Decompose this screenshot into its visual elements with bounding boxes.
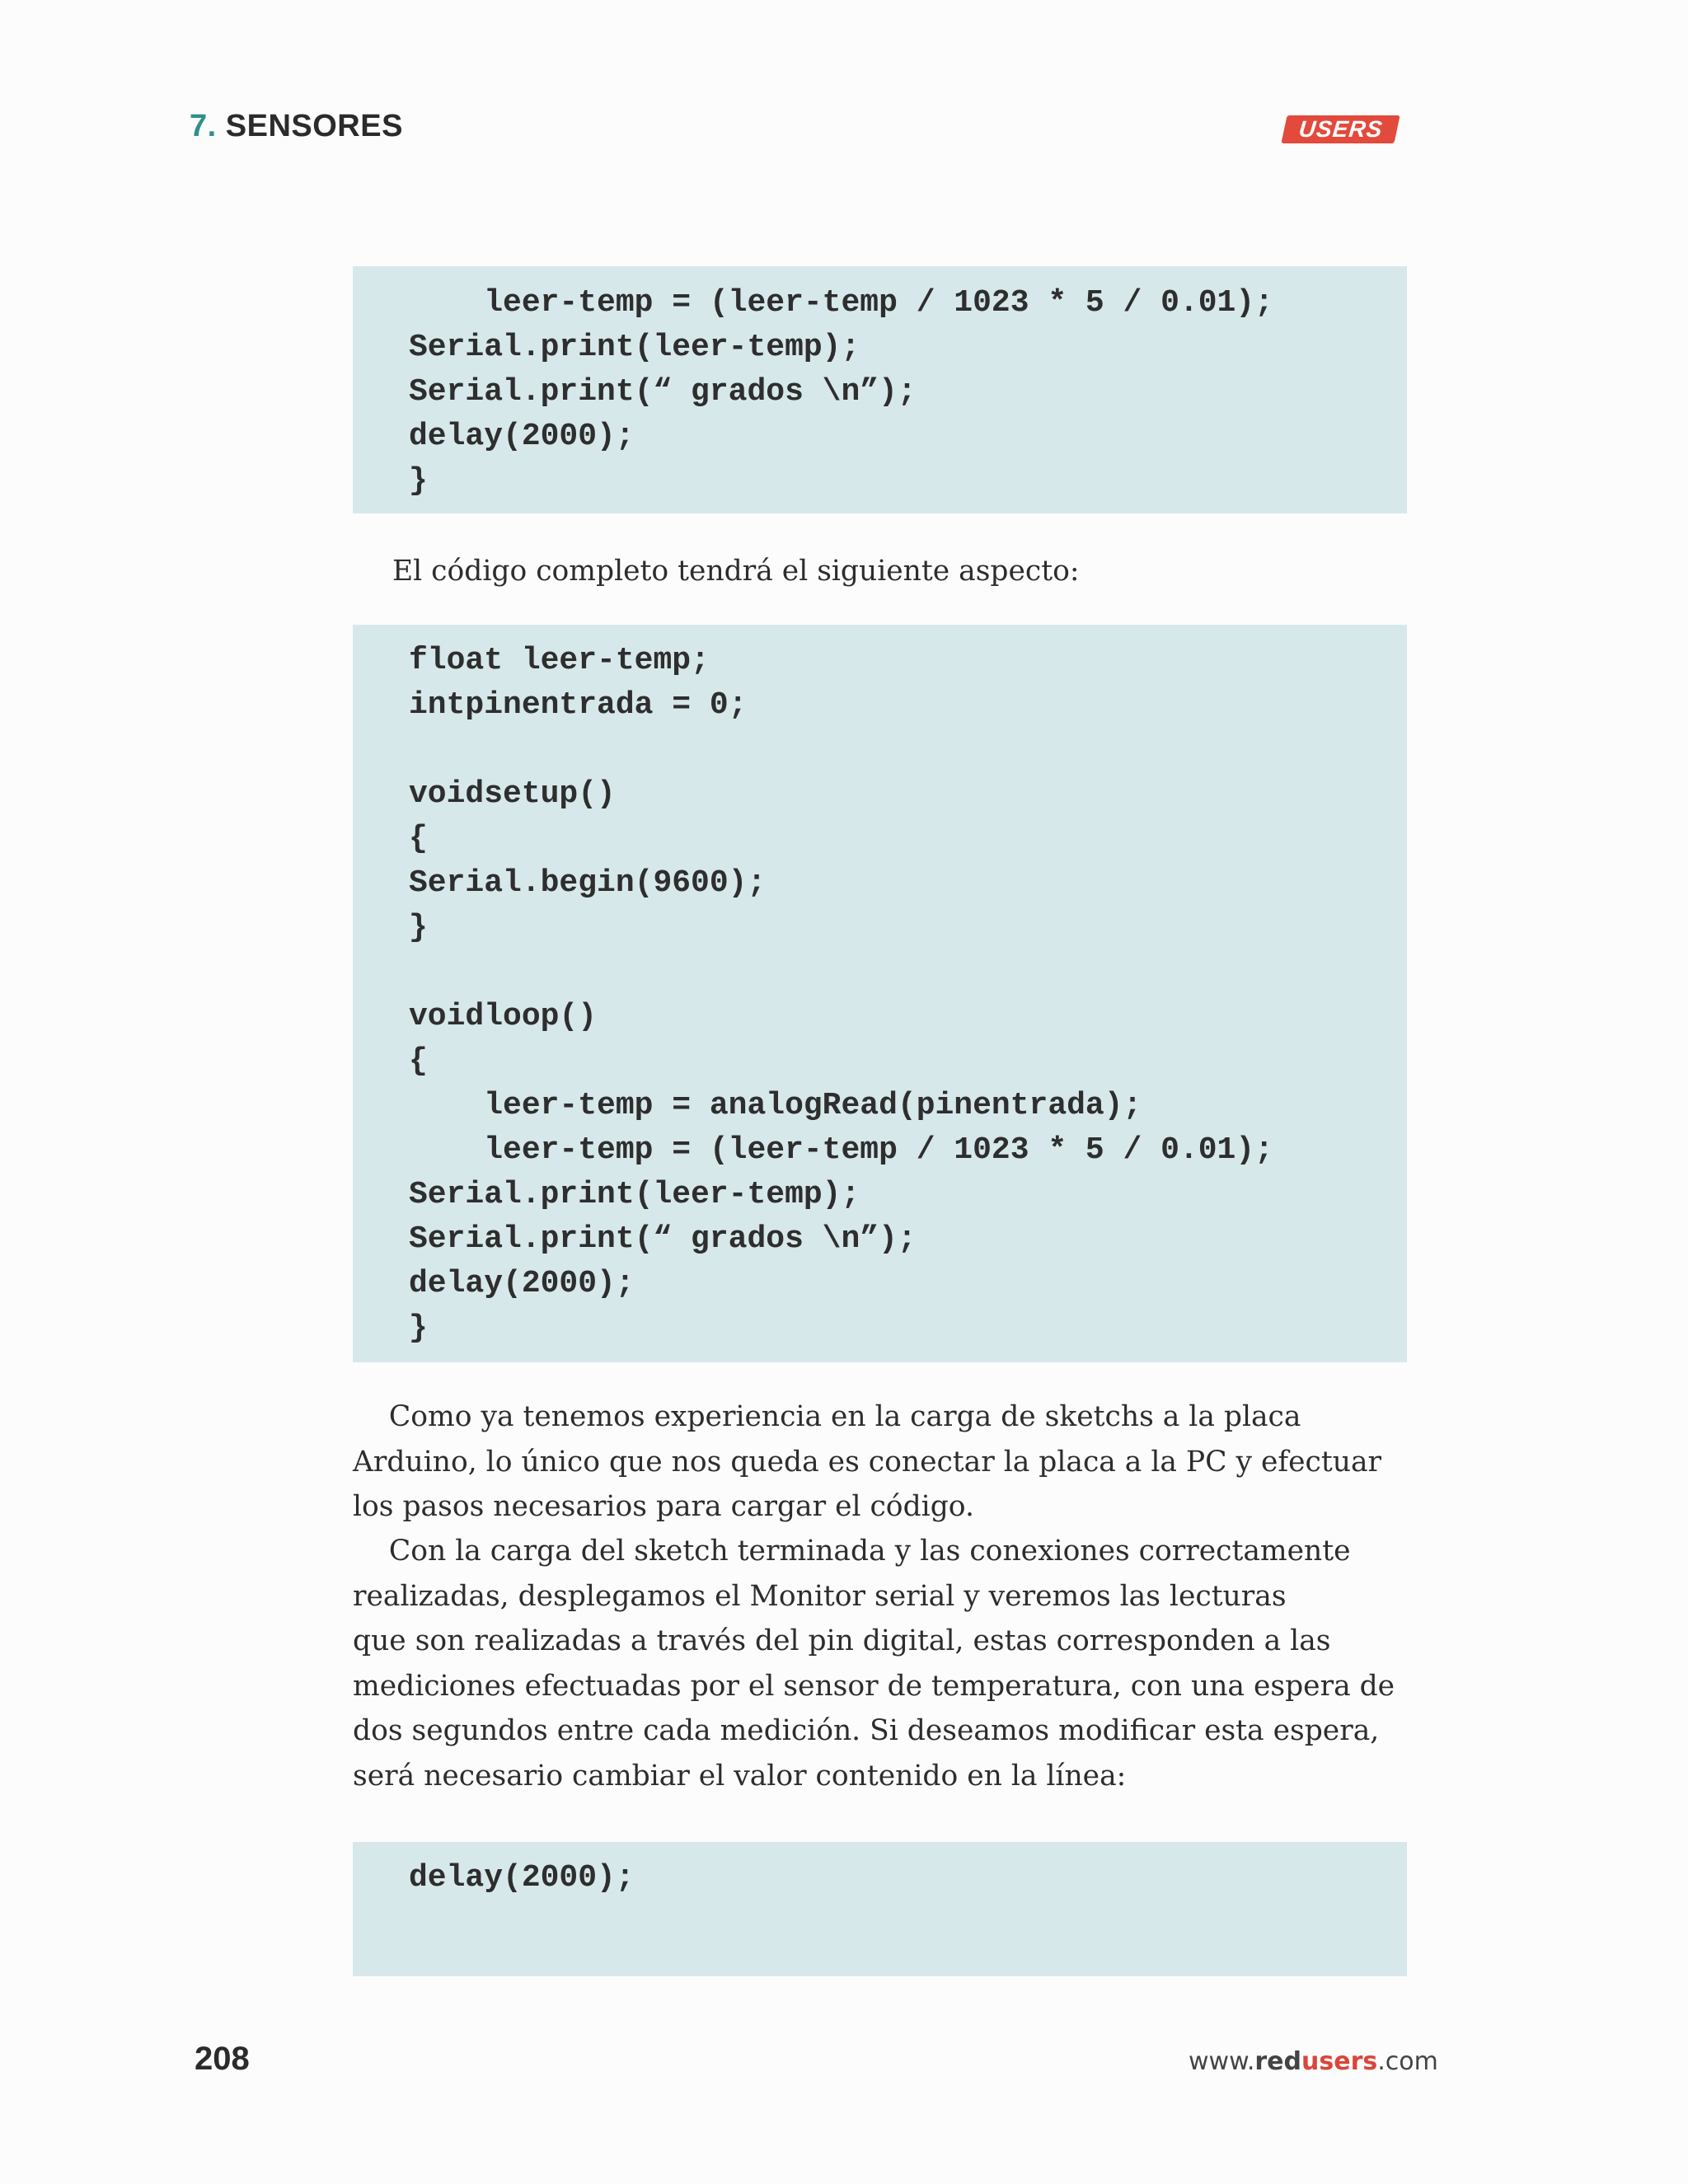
- paragraph-line: realizadas, desplegamos el Monitor serial y veremos las lecturas: [353, 1579, 1287, 1613]
- paragraph-line: Con la carga del sketch terminada y las conexiones correctamente: [353, 1535, 1351, 1568]
- code-line: Serial.print(leer-temp);: [409, 1177, 860, 1212]
- body-paragraph-1: [353, 1394, 1416, 1530]
- code-line: intpinentrada = 0;: [409, 687, 748, 723]
- paragraph-line: dos segundos entre cada medición. Si deseamos modificar esta espera,: [353, 1714, 1380, 1747]
- code-line: delay(2000);: [409, 419, 635, 454]
- body-paragraph-2: [353, 1529, 1416, 1798]
- code-block-2: [353, 625, 1407, 1362]
- website-url: [1189, 2047, 1438, 2076]
- code-block-1: [353, 266, 1407, 513]
- code-line: Serial.print(“ grados \n”);: [409, 374, 917, 410]
- code-line: delay(2000);: [409, 1266, 635, 1301]
- website-users-part: users: [1301, 2047, 1378, 2076]
- paragraph-line: será necesario cambiar el valor contenido en la línea:: [353, 1759, 1127, 1793]
- code-line: leer-temp = (leer-temp / 1023 * 5 / 0.01);: [409, 1132, 1273, 1168]
- website-suffix: .com: [1377, 2047, 1438, 2076]
- code-line: Serial.print(“ grados \n”);: [409, 1221, 917, 1257]
- paragraph-line: Como ya tenemos experiencia en la carga de sketchs a la placa: [353, 1400, 1301, 1433]
- paragraph-line: mediciones efectuadas por el sensor de temperatura, con una espera de: [353, 1669, 1395, 1703]
- paragraph-line: que son realizadas a través del pin digital, estas corresponden a las: [353, 1624, 1331, 1657]
- users-logo-text: USERS: [1297, 116, 1384, 142]
- chapter-title: SENSORES: [225, 109, 403, 143]
- code-line: leer-temp = analogRead(pinentrada);: [409, 1088, 1142, 1123]
- page-number: 208: [195, 2041, 250, 2077]
- chapter-header: [190, 109, 403, 144]
- code-line: voidloop(): [409, 999, 598, 1034]
- code-line: Serial.begin(9600);: [409, 865, 767, 901]
- code-line: float leer-temp;: [409, 643, 710, 678]
- code-block-3: [353, 1842, 1407, 1976]
- website-prefix: www.: [1189, 2047, 1255, 2076]
- code-line: voidsetup(): [409, 776, 616, 812]
- code-line: delay(2000);: [409, 1860, 635, 1896]
- code-line: }: [409, 910, 428, 945]
- code-line: leer-temp = (leer-temp / 1023 * 5 / 0.01);: [409, 285, 1273, 321]
- code-line: Serial.print(leer-temp);: [409, 330, 860, 365]
- code-line: {: [409, 1043, 428, 1079]
- paragraph-line: Arduino, lo único que nos queda es conectar la placa a la PC y efectuar: [353, 1445, 1382, 1479]
- paragraph-line: los pasos necesarios para cargar el código.: [353, 1490, 974, 1523]
- users-logo: [1281, 115, 1400, 143]
- website-red-part: red: [1254, 2047, 1302, 2076]
- code-line: {: [409, 821, 428, 856]
- code-line: }: [409, 463, 428, 499]
- paragraph-line: El código completo tendrá el siguiente aspecto:: [392, 555, 1080, 588]
- code-line: }: [409, 1310, 428, 1346]
- chapter-number: 7.: [190, 109, 217, 143]
- intro-paragraph: [353, 549, 1416, 594]
